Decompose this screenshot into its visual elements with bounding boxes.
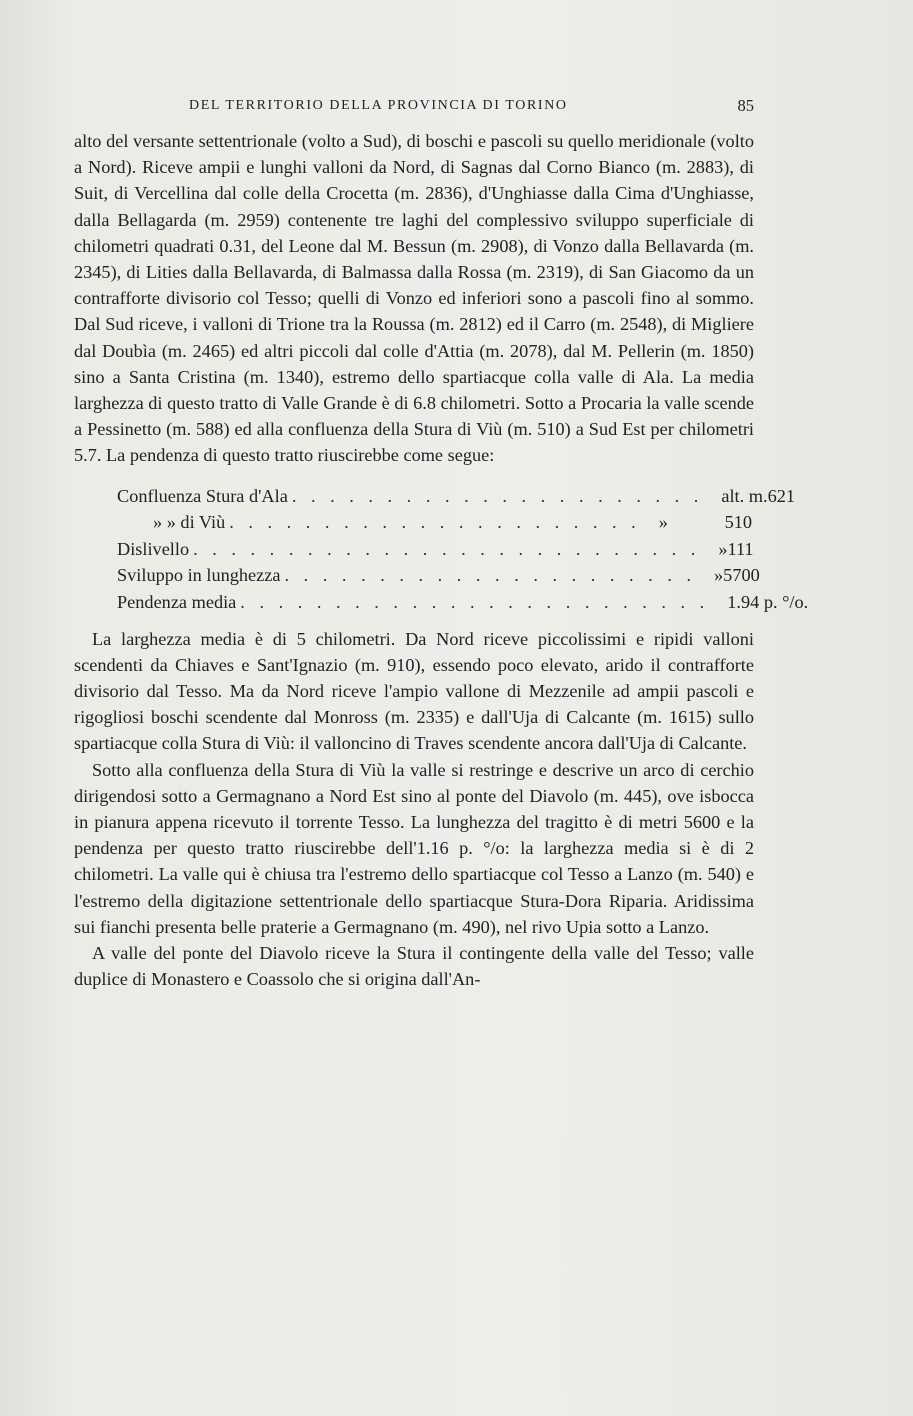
running-title: DEL TERRITORIO DELLA PROVINCIA DI TORINO xyxy=(189,98,568,113)
row-label: » » di Viù xyxy=(153,512,226,533)
row-unit: » xyxy=(658,512,668,533)
row-label: Pendenza media xyxy=(117,592,237,613)
page-number: 85 xyxy=(737,96,754,115)
table-row xyxy=(117,509,752,536)
paragraph: A valle del ponte del Diavolo riceve la Stura il contingente della valle del Tesso; valle duplice di Monastero e Coassolo che si origina dall'An- xyxy=(74,943,754,990)
paragraph: Sotto alla confluenza della Stura di Viù la valle si restringe e descrive un arco di cerchio dirigendosi sotto a Germagnano a Nord Est sino al ponte del Diavolo (m. 445), ove isbocca in pianura appena ricevuto il torrente Tesso. La lunghezza del tragitto è di metri 5600 e la pendenza per questo tratto riuscirebbe dell'1.16 p. °/o: la larghezza media si è di 2 chilometri. La valle qui è chiusa tra l'estremo dello spartiacque col Tesso a Lanzo (m. 540) e l'estremo della digitazione settentrionale dello spartiacque Stura-Dora Riparia. Aridissima sui fianchi presenta belle praterie a Germagnano (m. 490), nel rivo Upia sotto a Lanzo. xyxy=(74,759,754,937)
table-row xyxy=(117,562,760,589)
paragraph: alto del versante settentrionale (volto a Sud), di boschi e pascoli su quello meridionale (volto a Nord). Riceve ampii e lunghi valloni da Nord, di Sagnas dal Corno Bianco (m. 2883), di Suit, di Vercellina dal colle della Crocetta (m. 2836), d'Unghiasse dalla Cima d'Unghiasse, dalla Bellagarda (m. 2959) contenente tre laghi del complessivo sviluppo superficiale di chilometri quadrati 0.31, del Leone dal M. Bessun (m. 2908), di Vonzo dalla Bellavarda (m. 2345), di Lities dalla Bellavarda, di Balmassa dalla Rossa (m. 2319), di San Giacomo da un contrafforte divisorio col Tesso; quelli di Vonzo ed inferiori sono a pascoli fino al sommo. Dal Sud riceve, i valloni di Trione tra la Roussa (m. 2812) ed il Carro (m. 2548), di Migliere dal Doubìa (m. 2465) ed altri piccoli dal colle d'Attia (m. 2078), dal M. Pellerin (m. 1850) sino a Santa Cristina (m. 1340), estremo dello spartiacque colla valle di Ala. La media larghezza di questo tratto di Valle Grande è di 6.8 chilometri. Sotto a Procaria la valle scende a Pessinetto (m. 588) ed alla confluenza della Stura di Viù (m. 510) a Sud Est per chilometri 5.7. La pendenza di questo tratto riuscirebbe come segue: xyxy=(74,131,754,466)
table-row xyxy=(117,536,752,563)
leader-dots: . . . . . . . . . . . . . . . . . . . . . . xyxy=(229,512,641,533)
page-body xyxy=(74,128,809,992)
row-unit: » xyxy=(718,538,728,559)
row-value: 5700 xyxy=(723,565,760,586)
row-value: 510 xyxy=(724,512,752,533)
table-row xyxy=(117,483,795,510)
row-value: 1.94 p. °/o. xyxy=(727,592,809,613)
row-label: Dislivello xyxy=(117,538,190,559)
leader-dots: . . . . . . . . . . . . . . . . . . . . . . xyxy=(291,485,704,506)
table-row xyxy=(117,589,809,616)
row-unit: » xyxy=(714,565,724,586)
row-label: Sviluppo in lunghezza xyxy=(117,565,281,586)
row-value: 621 xyxy=(767,485,795,506)
leader-dots: . . . . . . . . . . . . . . . . . . . . . . . . . xyxy=(240,592,710,613)
paragraph: La larghezza media è di 5 chilometri. Da Nord riceve piccolissimi e ripidi valloni scendenti da Chiaves e Sant'Ignazio (m. 910), essendo poco elevato, arido il contrafforte divisorio dal Tesso. Ma da Nord riceve l'ampio vallone di Mezzenile ad ampii pascoli e rigogliosi boschi scendente dal Monross (m. 2335) e dall'Uja di Calcante (m. 1615) sullo spartiacque colla Stura di Viù: il valloncino di Traves scendente ancora dall'Uja di Calcante. xyxy=(74,628,754,754)
row-value: 111 xyxy=(727,538,754,559)
running-header xyxy=(74,96,754,122)
row-label: Confluenza Stura d'Ala xyxy=(117,485,288,506)
row-unit: alt. m. xyxy=(721,485,768,506)
slope-table xyxy=(74,483,809,616)
leader-dots: . . . . . . . . . . . . . . . . . . . . . . xyxy=(284,565,697,586)
leader-dots: . . . . . . . . . . . . . . . . . . . . . . . . . . . xyxy=(193,538,701,559)
